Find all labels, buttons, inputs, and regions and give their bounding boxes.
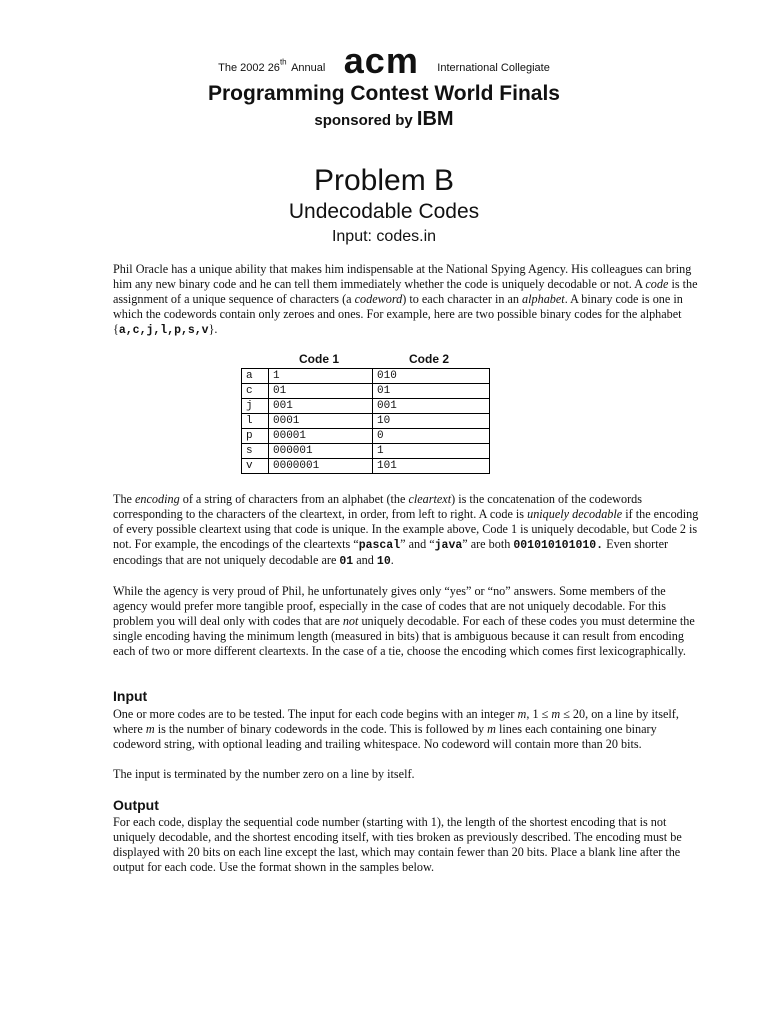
header-prefix: The 2002 26 xyxy=(218,62,280,74)
sponsor-line xyxy=(0,108,768,131)
codes-table-container xyxy=(241,352,491,474)
contest-header xyxy=(0,40,768,82)
agency-paragraph: While the agency is very proud of Phil, he unfortunately gives only “yes” or “no” answers. Some members of the agency would prefer more tangible proof, especially in the case of codes that are not uniquely decodable. For this problem you will deal only with codes that are not uniquely decodable. For each of these codes you must determine the single encoding having the minimum length (measured in bits) that is ambiguous because it can result from encoding each of two or more different cleartexts. In the case of a tie, choose the encoding which comes first lexicographically. xyxy=(113,584,695,658)
contest-title: Programming Contest World Finals xyxy=(208,82,560,105)
encoding-paragraph: The encoding of a string of characters from an alphabet (the cleartext) is the concatenation of the codewords corresponding to the characters of the cleartext, in order, from left to right. A code is uniquely decodable if the encoding of every possible cleartext using that code is unique. In the example above, Code 1 is uniquely decodable, but Code 2 is not. For example, the encodings of the cleartexts “pascal” and “java” are both 001010101010. Even shorter encodings that are not uniquely decodable are 01 and 10. xyxy=(113,492,699,568)
acm-logo-text: acm xyxy=(343,40,419,81)
table-row: l 0001 10 xyxy=(242,414,490,429)
table-row: v 0000001 101 xyxy=(242,459,490,474)
input-heading: Input xyxy=(113,688,148,704)
table-headers xyxy=(241,352,491,368)
sponsored-by-label: sponsored by xyxy=(314,112,413,129)
table-row: a 1 010 xyxy=(242,369,490,384)
code1-header: Code 1 xyxy=(299,352,340,366)
output-description: For each code, display the sequential code number (starting with 1), the length of the shortest encoding that is not uniquely decodable, and the shortest encoding itself, with ties broken as previously described. The encoding must be displayed with 20 bits on each line except the last, which may contain fewer than 20 bits. Place a blank line after the output for each code. Use the format shown in the samples below. xyxy=(113,815,682,874)
codes-table xyxy=(241,368,490,474)
table-row: p 00001 0 xyxy=(242,429,490,444)
input-terminator: The input is terminated by the number zero on a line by itself. xyxy=(113,767,415,781)
header-annual: Annual xyxy=(291,62,326,74)
sponsor-name: IBM xyxy=(416,108,454,130)
header-ordinal-suffix: th xyxy=(279,57,287,67)
problem-input-file: Input: codes.in xyxy=(331,228,437,245)
table-row: c 01 01 xyxy=(242,384,490,399)
header-suffix: International Collegiate xyxy=(437,62,550,74)
input-description: One or more codes are to be tested. The input for each code begins with an integer m, 1 ≤ m ≤ 20, on a line by itself, where m is the number of binary codewords in the code. This is followed by m lines each containing one binary codeword string, with optional leading and trailing whitespace. No codeword will contain more than 20 bits. xyxy=(113,707,679,751)
table-row: s 000001 1 xyxy=(242,444,490,459)
problem-subtitle: Undecodable Codes xyxy=(288,200,480,223)
code2-header: Code 2 xyxy=(409,352,450,366)
intro-paragraph: Phil Oracle has a unique ability that makes him indispensable at the National Spying Agency. His colleagues can bring him any new binary code and he can tell them immediately whether the code is uniquely decodable or not. A code is the assignment of a unique sequence of characters (a codeword) to each character in an alphabet. A binary code is one in which the codewords contain only zeroes and ones. For example, here are two possible binary codes for the alphabet {a,c,j,l,p,s,v}. xyxy=(113,262,698,337)
output-heading: Output xyxy=(113,797,159,813)
problem-title: Problem B xyxy=(313,164,455,197)
table-row: j 001 001 xyxy=(242,399,490,414)
